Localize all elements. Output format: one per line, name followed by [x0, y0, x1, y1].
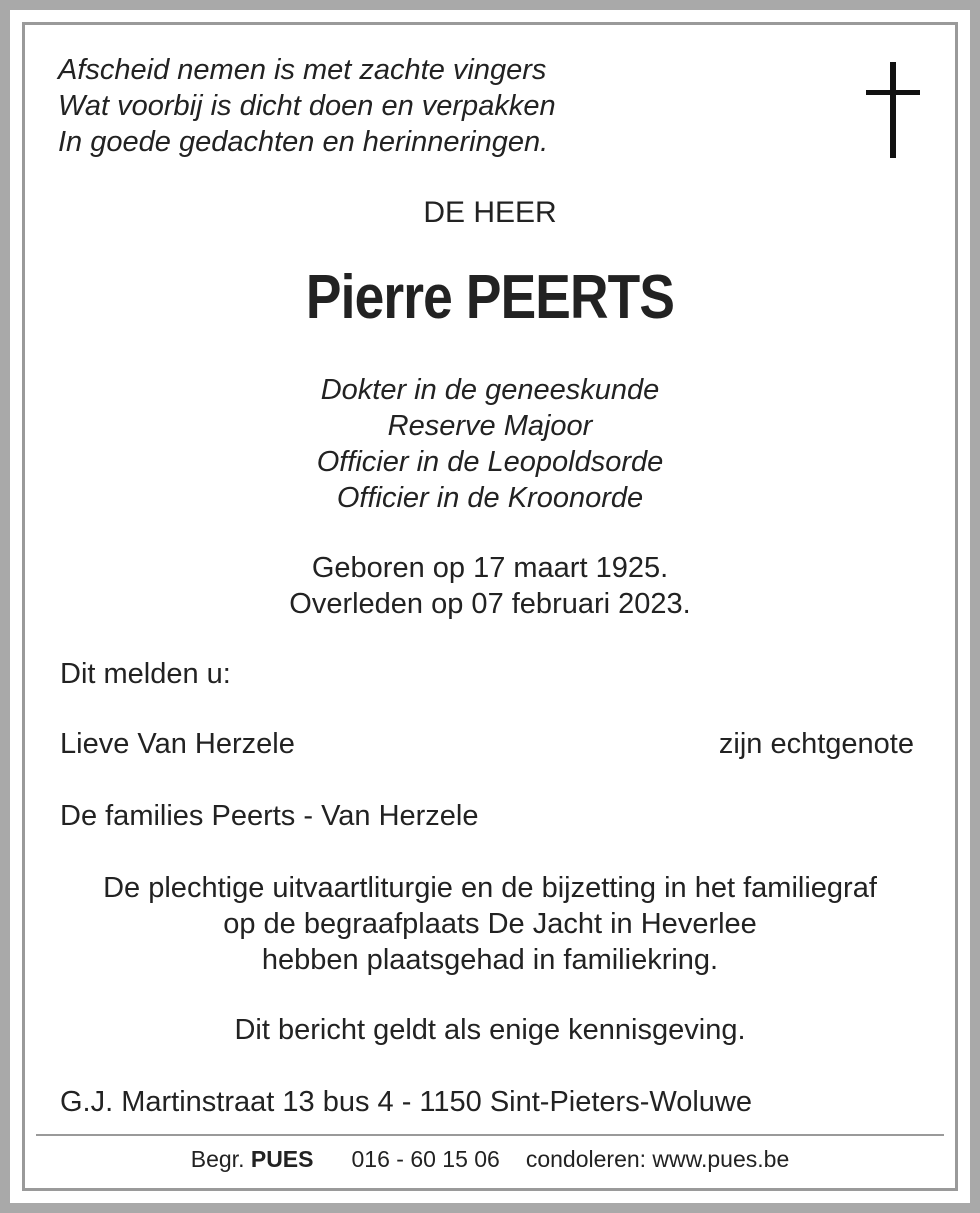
address: G.J. Martinstraat 13 bus 4 - 1150 Sint-Pieters-Woluwe — [60, 1086, 752, 1118]
footer-divider — [36, 1134, 944, 1136]
deceased-name: Pierre PEERTS — [305, 263, 675, 332]
poem — [58, 52, 556, 160]
dates — [0, 550, 980, 622]
title-line: Reserve Majoor — [387, 410, 593, 442]
poem-line: Wat voorbij is dicht doen en verpakken — [58, 90, 556, 122]
poem-line: In goede gedachten en herinneringen. — [58, 126, 549, 158]
notice: Dit bericht geldt als enige kennisgeving. — [234, 1014, 746, 1046]
liturgy-line: op de begraafplaats De Jacht in Heverlee — [223, 908, 757, 940]
poem-line: Afscheid nemen is met zachte vingers — [58, 54, 547, 86]
footer-prefix: Begr. — [190, 1146, 245, 1172]
birth-date: Geboren op 17 maart 1925. — [311, 552, 669, 584]
death-date: Overleden op 07 februari 2023. — [289, 588, 691, 620]
liturgy-line: De plechtige uitvaartliturgie en de bijzetting in het familiegraf — [103, 872, 877, 904]
liturgy-line: hebben plaatsgehad in familiekring. — [261, 944, 719, 976]
families: De families Peerts - Van Herzele — [60, 800, 479, 832]
liturgy — [0, 870, 980, 978]
title-line: Officier in de Leopoldsorde — [316, 446, 664, 478]
footer — [0, 1146, 980, 1173]
titles — [0, 372, 980, 516]
title-line: Officier in de Kroonorde — [336, 482, 644, 514]
condolences-link[interactable]: condoleren: www.pues.be — [525, 1146, 790, 1172]
footer-phone: 016 - 60 15 06 — [351, 1146, 500, 1172]
announcers-intro: Dit melden u: — [60, 658, 231, 690]
spouse-relation: zijn echtgenote — [718, 728, 914, 760]
title-line: Dokter in de geneeskunde — [320, 374, 660, 406]
funeral-company: PUES — [250, 1146, 314, 1172]
latin-cross-icon — [866, 62, 920, 158]
spouse-name: Lieve Van Herzele — [60, 728, 295, 760]
honorific: DE HEER — [423, 196, 557, 229]
